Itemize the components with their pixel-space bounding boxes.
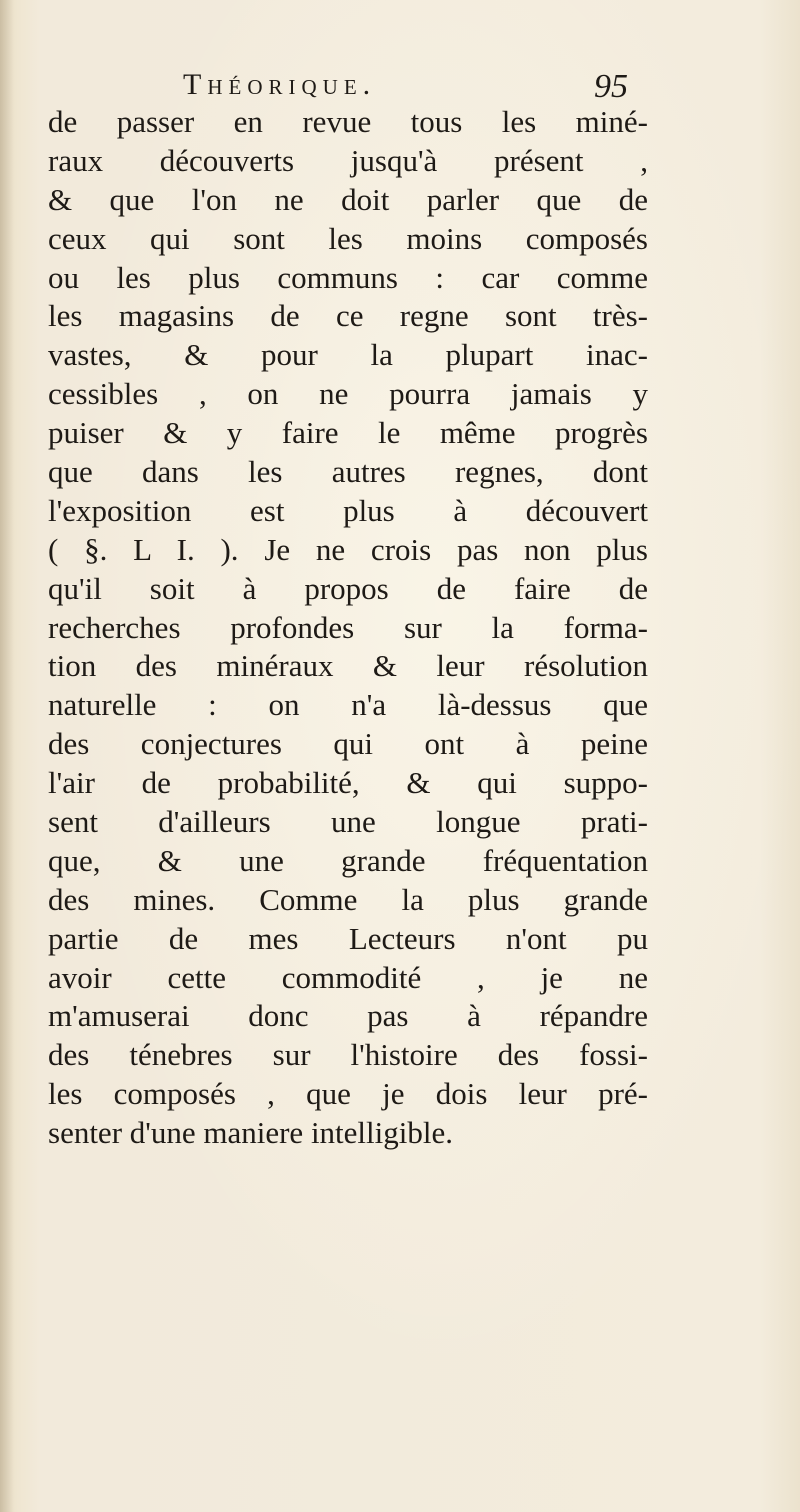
text-line: recherches profondes sur la forma- xyxy=(48,609,648,645)
text-line: avoir cette commodité , je ne xyxy=(48,959,648,995)
text-line: des ténebres sur l'histoire des fossi- xyxy=(48,1037,648,1073)
page-number: 95 xyxy=(594,68,628,105)
running-head: Théorique. xyxy=(183,68,377,101)
text-line: des conjectures qui ont à peine xyxy=(48,726,648,762)
text-line: puiser & y faire le même progrès xyxy=(48,415,648,451)
text-line: les composés , que je dois leur pré- xyxy=(48,1076,648,1112)
text-line: partie de mes Lecteurs n'ont pu xyxy=(48,920,648,956)
text-line: sent d'ailleurs une longue prati- xyxy=(48,804,648,840)
text-line: cessibles , on ne pourra jamais y xyxy=(48,376,648,412)
page-header xyxy=(183,68,628,108)
text-line: qu'il soit à propos de faire de xyxy=(48,570,648,606)
text-line: l'air de probabilité, & qui suppo- xyxy=(48,765,648,801)
text-line: senter d'une maniere intelligible. xyxy=(48,1115,453,1151)
text-line: raux découverts jusqu'à présent , xyxy=(48,142,648,178)
text-line: ( §. L I. ). Je ne crois pas non plus xyxy=(48,531,648,567)
text-line: que dans les autres regnes, dont xyxy=(48,454,648,490)
body-text xyxy=(48,103,648,1153)
text-line: vastes, & pour la plupart inac- xyxy=(48,337,648,373)
gutter-shadow xyxy=(0,0,14,1512)
text-line: naturelle : on n'a là-dessus que xyxy=(48,687,648,723)
text-line: que, & une grande fréquentation xyxy=(48,842,648,878)
text-line: l'exposition est plus à découvert xyxy=(48,492,648,528)
text-line: les magasins de ce regne sont très- xyxy=(48,298,648,334)
text-line: ou les plus communs : car comme xyxy=(48,259,648,295)
text-line: tion des minéraux & leur résolution xyxy=(48,648,648,684)
text-line: ceux qui sont les moins composés xyxy=(48,220,648,256)
text-line: de passer en revue tous les miné- xyxy=(48,104,648,139)
text-line: des mines. Comme la plus grande xyxy=(48,881,648,917)
text-line: & que l'on ne doit parler que de xyxy=(48,181,648,217)
text-line: m'amuserai donc pas à répandre xyxy=(48,998,648,1034)
